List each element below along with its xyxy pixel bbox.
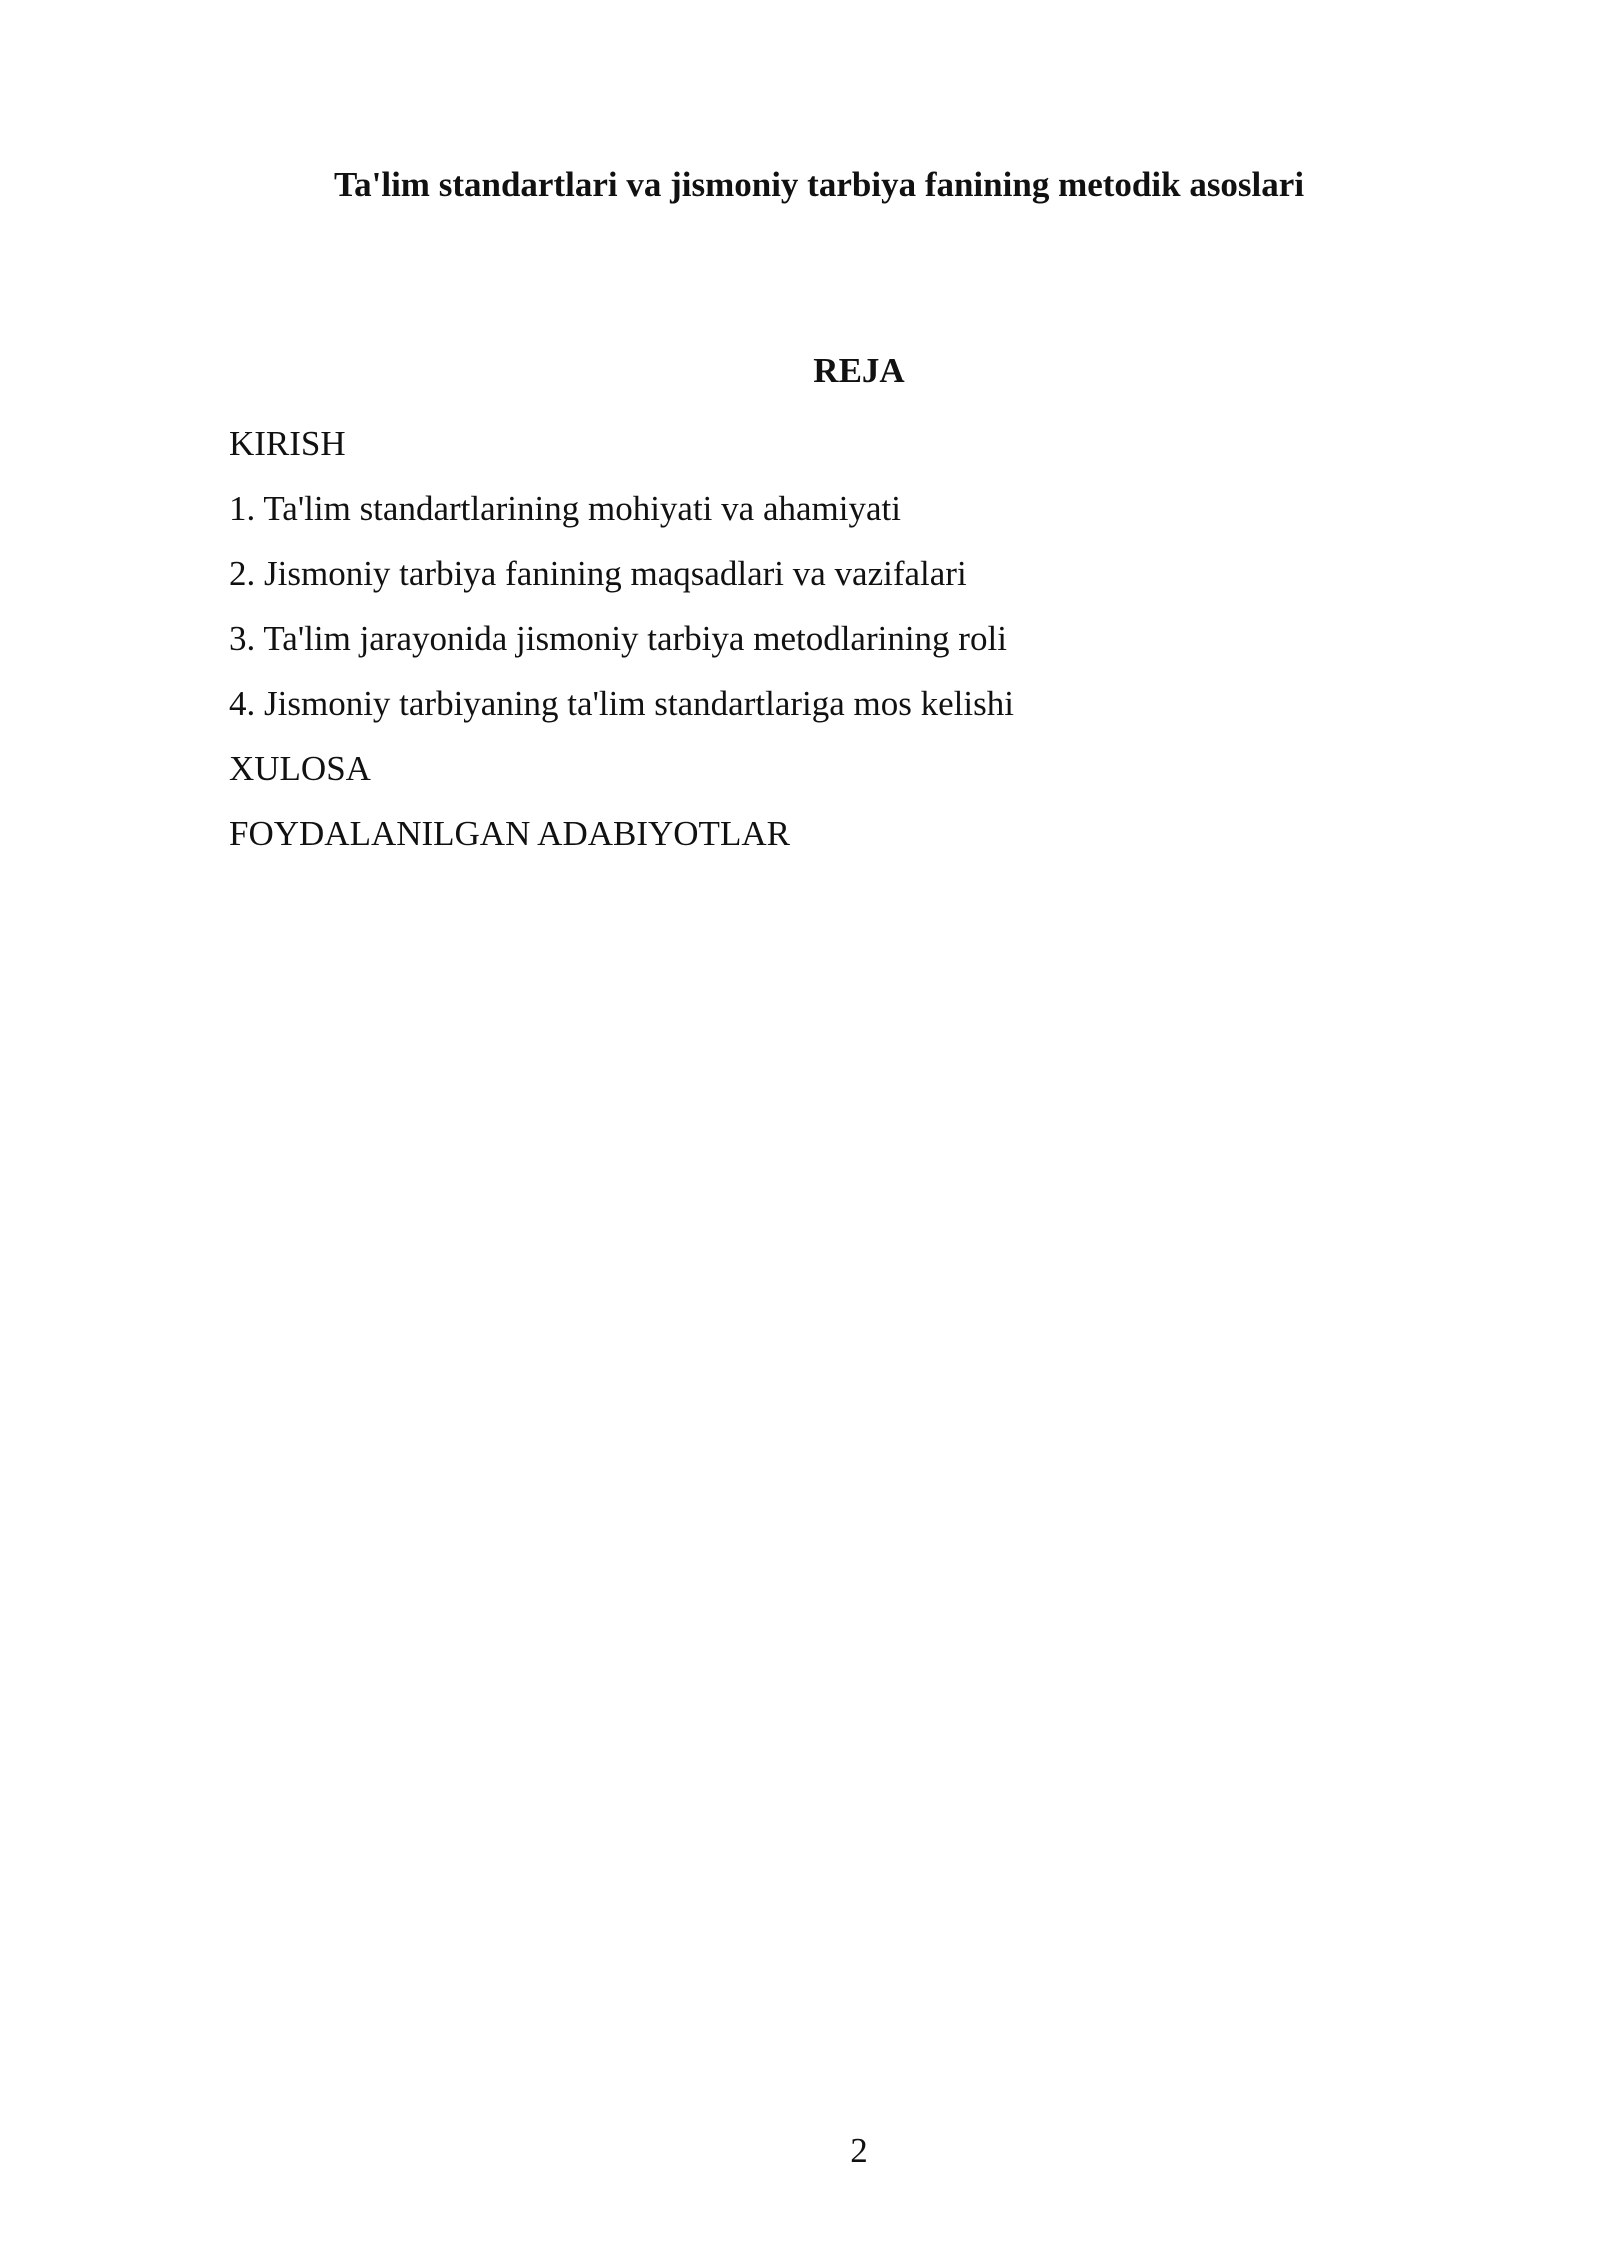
plan-heading: REJA [813, 351, 905, 390]
page-number: 2 [850, 2131, 868, 2170]
plan-item-references: FOYDALANILGAN ADABIYOTLAR [229, 814, 790, 853]
plan-item-intro: KIRISH [229, 424, 346, 463]
plan-item-conclusion: XULOSA [229, 749, 371, 788]
plan-list [229, 419, 1014, 874]
plan-item-3: 3. Ta'lim jarayonida jismoniy tarbiya metodlarining roli [229, 619, 1007, 658]
plan-item-2: 2. Jismoniy tarbiya fanining maqsadlari va vazifalari [229, 554, 967, 593]
plan-item-1: 1. Ta'lim standartlarining mohiyati va ahamiyati [229, 489, 901, 528]
document-title: Ta'lim standartlari va jismoniy tarbiya fanining metodik asoslari [334, 165, 1305, 204]
plan-item-4: 4. Jismoniy tarbiyaning ta'lim standartlariga mos kelishi [229, 684, 1014, 723]
